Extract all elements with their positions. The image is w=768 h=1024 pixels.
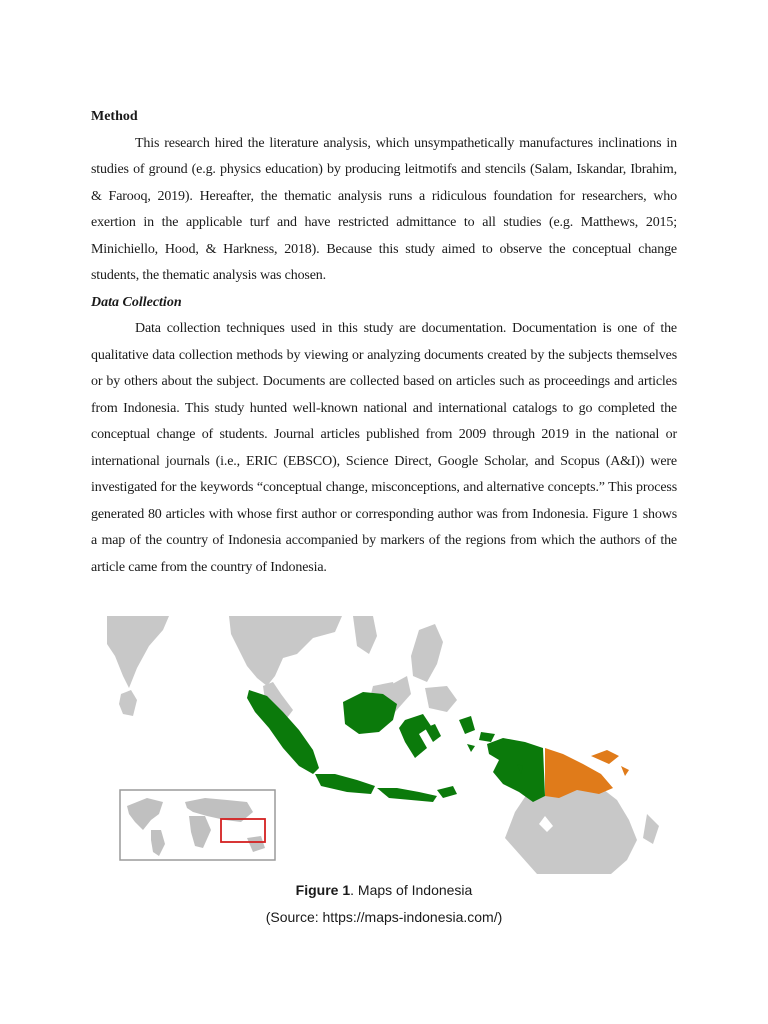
- method-paragraph: This research hired the literature analysis, which unsympathetically manufactures inclinations in studies of ground (e.g. physics education) by producing leitmotifs and stencils (Salam, Iskandar, Ibrahim, & Farooq, 2019). Hereafter, the thematic analysis runs a ridiculous foundation for researchers, who exertion in the applicable turf and have restricted admittance to all studies (e.g. Matthews, 2015; Minichiello, Hood, & Harkness, 2018). Because this study aimed to observe the conceptual change students, the thematic analysis was chosen.: [91, 135, 677, 283]
- indonesia-map: [107, 616, 667, 874]
- figure-source: (Source: https://maps-indonesia.com/): [265, 909, 503, 925]
- data-collection-heading: Data Collection: [91, 294, 182, 310]
- method-heading: Method: [91, 109, 138, 124]
- figure-label: Figure 1: [295, 882, 351, 898]
- data-collection-paragraph: Data collection techniques used in this study are documentation. Documentation is one of the qualitative data collection methods by viewing or analyzing documents created by the subjects themselves or by others about the subject. Documents are collected based on articles such as proceedings and articles from Indonesia. This study hunted well-known national and international catalogs to go completed the conceptual change of students. Journal articles published from 2009 through 2019 in the national or international journals (i.e., ERIC (EBSCO), Science Direct, Google Scholar, and Scopus (A&I)) were investigated for the keywords “conceptual change, misconceptions, and alternative concepts.” This process generated 80 articles with whose first author or corresponding author was from Indonesia. Figure 1 shows a map of the country of Indonesia accompanied by markers of the regions from which the authors of the article came from the country of Indonesia.: [91, 321, 677, 575]
- figure-caption: [0, 882, 768, 898]
- world-inset: [120, 790, 275, 860]
- document-page: [91, 104, 677, 581]
- figure-title: . Maps of Indonesia: [350, 882, 473, 898]
- indonesia-map-figure: [107, 616, 667, 874]
